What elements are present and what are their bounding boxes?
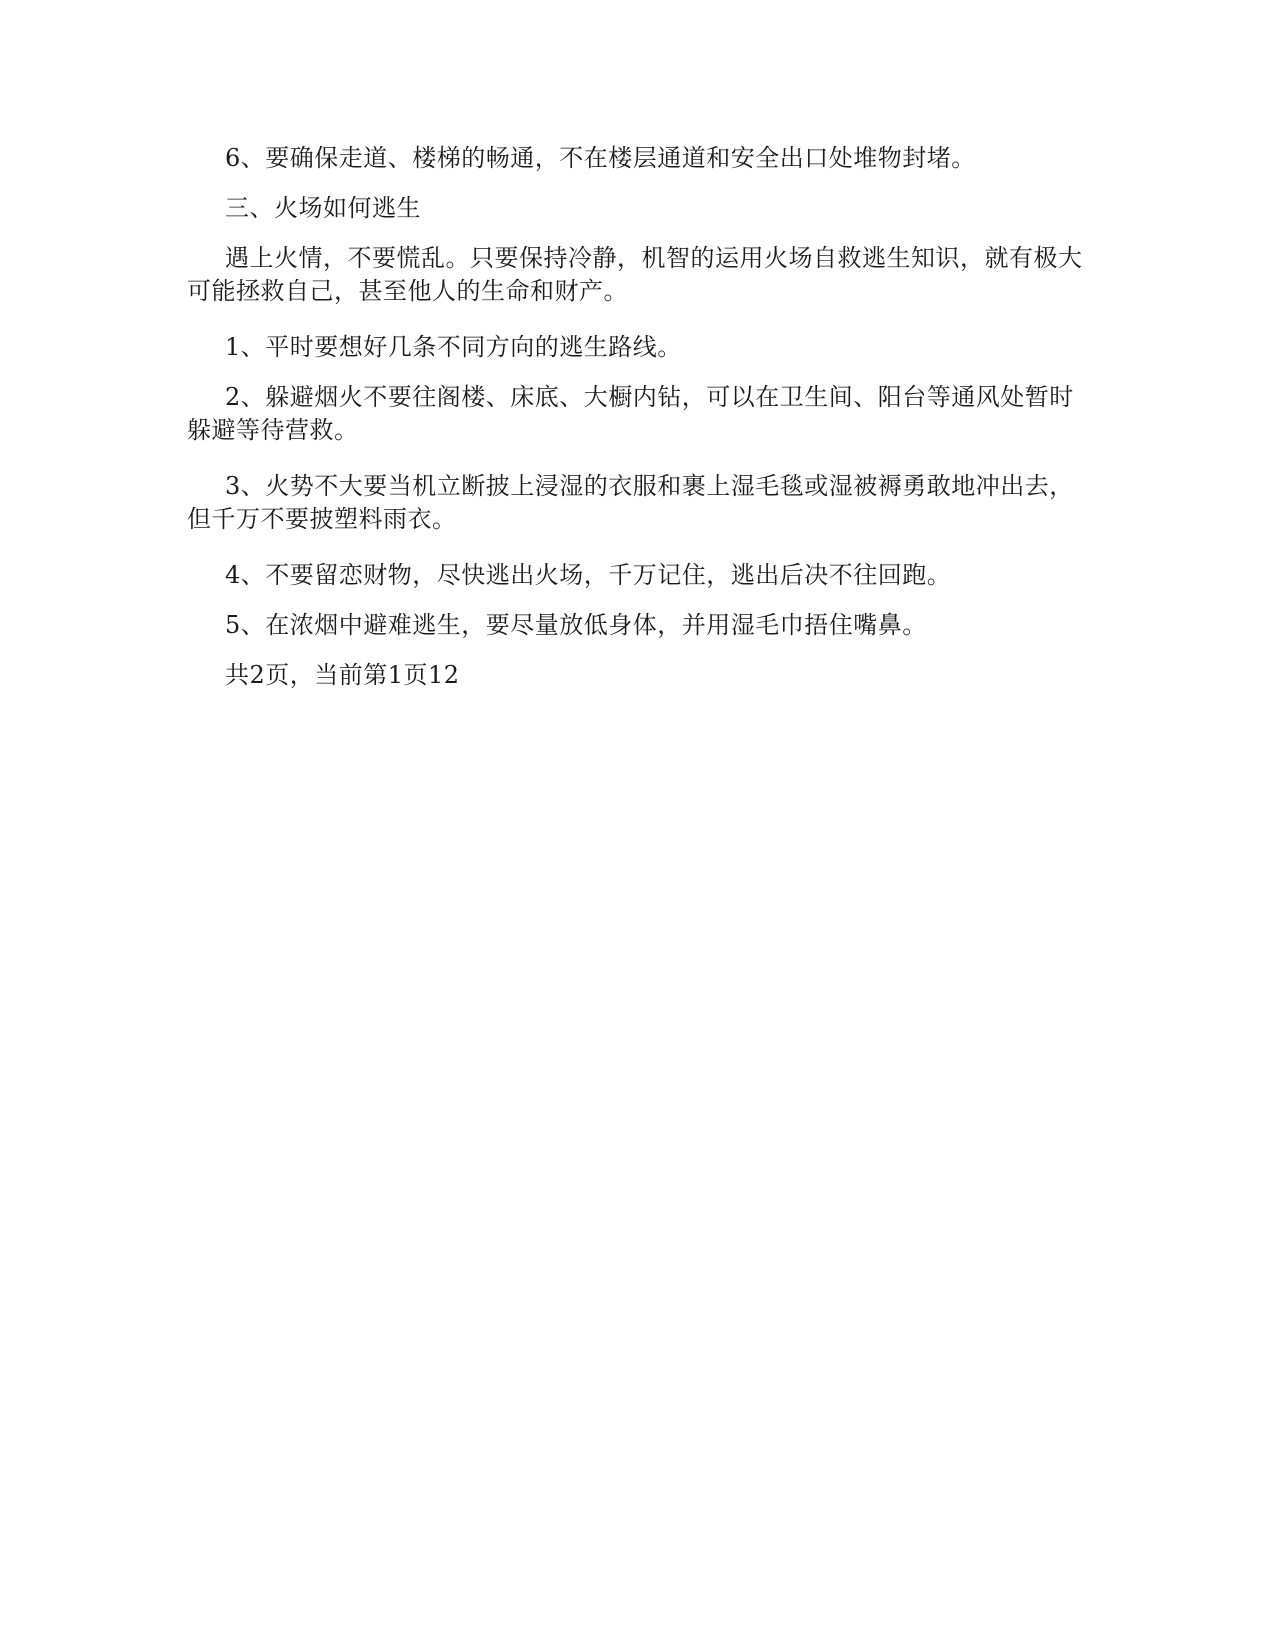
page-indicator: 共2页，当前第1页12 [225,661,460,689]
paragraph-item-6: 6、要确保走道、楼梯的畅通，不在楼层通道和安全出口处堆物封堵。 [225,144,976,172]
paragraph-item-3: 3、火势不大要当机立断披上浸湿的衣服和裹上湿毛毯或湿被褥勇敢地冲出去，但千万不要披塑料雨衣。 [187,472,1074,533]
section-heading: 三、火场如何逃生 [225,194,421,222]
intro-paragraph: 遇上火情，不要慌乱。只要保持冷静，机智的运用火场自救逃生知识，就有极大可能拯救自己，甚至他人的生命和财产。 [187,244,1083,305]
document-body [187,142,1092,709]
paragraph-item-1: 1、平时要想好几条不同方向的逃生路线。 [225,333,682,361]
paragraph-item-2: 2、躲避烟火不要往阁楼、床底、大橱内钻，可以在卫生间、阳台等通风处暂时躲避等待营救。 [187,383,1074,444]
paragraph-item-4: 4、不要留恋财物，尽快逃出火场，千万记住，逃出后决不往回跑。 [225,561,952,589]
paragraph-item-5: 5、在浓烟中避难逃生，要尽量放低身体，并用湿毛巾捂住嘴鼻。 [225,611,927,639]
